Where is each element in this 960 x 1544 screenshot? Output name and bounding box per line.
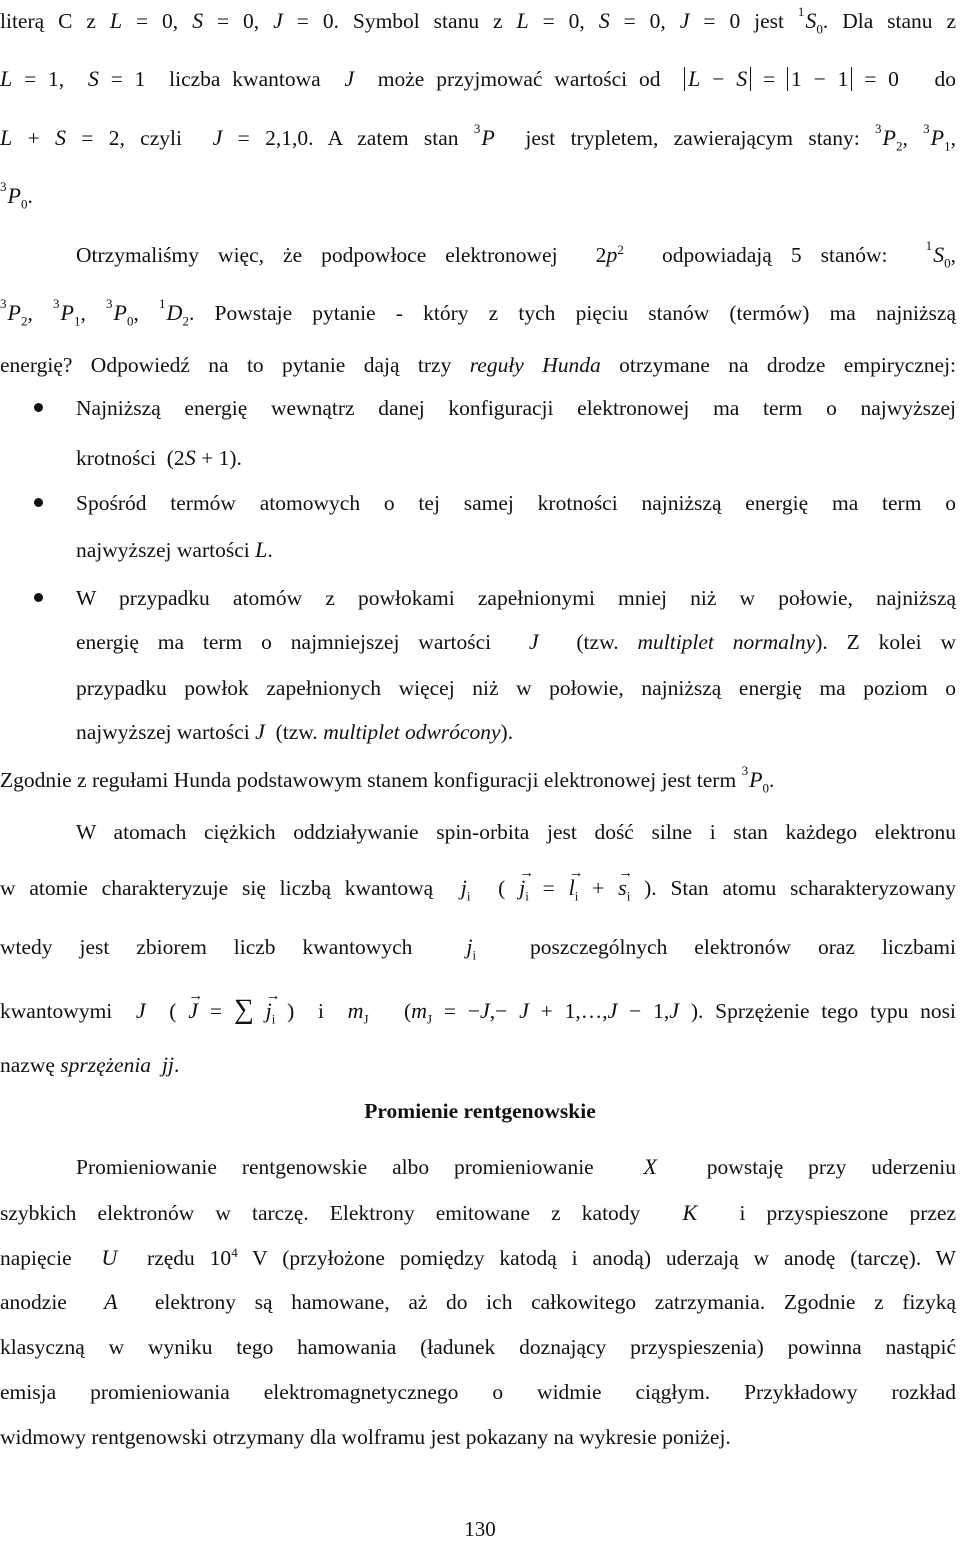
text-line: szybkich elektronów w tarczę. Elektrony emitowane z katody K i przyspieszone przez (0, 1200, 956, 1225)
text-line: Promieniowanie rentgenowskie albo promieniowanie X powstaję przy uderzeniu (76, 1154, 957, 1179)
text-line: Otrzymaliśmy więc, że podpowłoce elektronowej $2p^2$ odpowiadają 5 stanów: $^1S_0$, (76, 237, 956, 271)
bullet-icon (34, 498, 43, 507)
text-line: nazwę sprzężenia jj. (0, 1052, 180, 1077)
text-line: najwyższej wartości J (tzw. multiplet odwrócony). (76, 719, 514, 744)
text-line: energię? Odpowiedź na to pytanie dają trzy reguły Hunda otrzymane na drodze empirycznej: (0, 353, 957, 377)
bullet-icon (34, 403, 43, 412)
text-line: Zgodnie z regułami Hunda podstawowym stanem konfiguracji elektronowej jest term $^3P_0$. (0, 762, 775, 796)
text-line: Najniższą energię wewnątrz danej konfiguracji elektronowej ma term o najwyższej (76, 396, 956, 420)
bullet-icon (34, 593, 43, 602)
text-line: wtedy jest zbiorem liczb kwantowych $j_i$ poszczególnych elektronów oraz liczbami (0, 934, 956, 963)
page-number: 130 (464, 1517, 496, 1541)
text-line: najwyższej wartości L. (76, 537, 273, 562)
text-line: kwantowymi J ( → J = ∑ → $j_i$ ) i $m_J$ ($m_J = -J,- J$ + 1,…,J − 1,J ). Sprzężenie tego typu nosi (0, 995, 956, 1026)
text-line: krotności (2S + 1). (76, 445, 242, 470)
text-line: W atomach ciężkich oddziaływanie spin-orbita jest dość silne i stan każdego elektronu (76, 820, 956, 844)
text-line: L = 1, S = 1 liczba kwantowa J może przyjmować wartości od L − S = 1 − 1 = 0 do (0, 66, 956, 91)
text-line: widmowy rentgenowski otrzymany dla wolframu jest pokazany na wykresie poniżej. (0, 1425, 731, 1449)
text-line: klasyczną w wyniku tego hamowania (ładunek doznający przyspieszenia) powinna nastąpić (0, 1335, 956, 1359)
text-line: literą C z L = 0, S = 0, J = 0. Symbol stanu z L = 0, S = 0, J = 0 jest $^1S_0$. Dla stanu z (0, 3, 957, 37)
text-line: $^3P_2$, $^3P_1$, $^3P_0$, $^1D_2$. Powstaje pytanie - który z tych pięciu stanów (termów) ma najniższą (0, 295, 957, 329)
text-line: Spośród termów atomowych o tej samej krotności najniższą energię ma term o (76, 491, 956, 515)
text-line: energię ma term o najmniejszej wartości J (tzw. multiplet normalny). Z kolei w (76, 629, 956, 654)
text-line: anodzie A elektrony są hamowane, aż do ich całkowitego zatrzymania. Zgodnie z fizyką (0, 1289, 956, 1314)
text-line: w atomie charakteryzuje się liczbą kwantową $j_i$ ( → $j_i$ = → $l_i$ + → $s_i$ ). Stan atomu scharakteryzowany (0, 873, 956, 903)
text-line: L + S = 2, czyli J = 2,1,0. A zatem stan $^3$P jest trypletem, zawierającym stany: $^3P_2$, $^3P_1$, (0, 120, 956, 154)
section-heading: Promienie rentgenowskie (364, 1099, 596, 1123)
text-line: $^3P_0$. (0, 178, 33, 212)
text-line: emisja promieniowania elektromagnetycznego o widmie ciągłym. Przykładowy rozkład (0, 1380, 956, 1404)
text-line: W przypadku atomów z powłokami zapełnionymi mniej niż w połowie, najniższą (76, 586, 956, 610)
text-line: przypadku powłok zapełnionych więcej niż w połowie, najniższą energię ma poziom o (76, 676, 956, 700)
text-line: napięcie U rzędu $10^4$ V (przyłożone pomiędzy katodą i anodą) uderzają w anodę (tarczę). W (0, 1244, 956, 1270)
